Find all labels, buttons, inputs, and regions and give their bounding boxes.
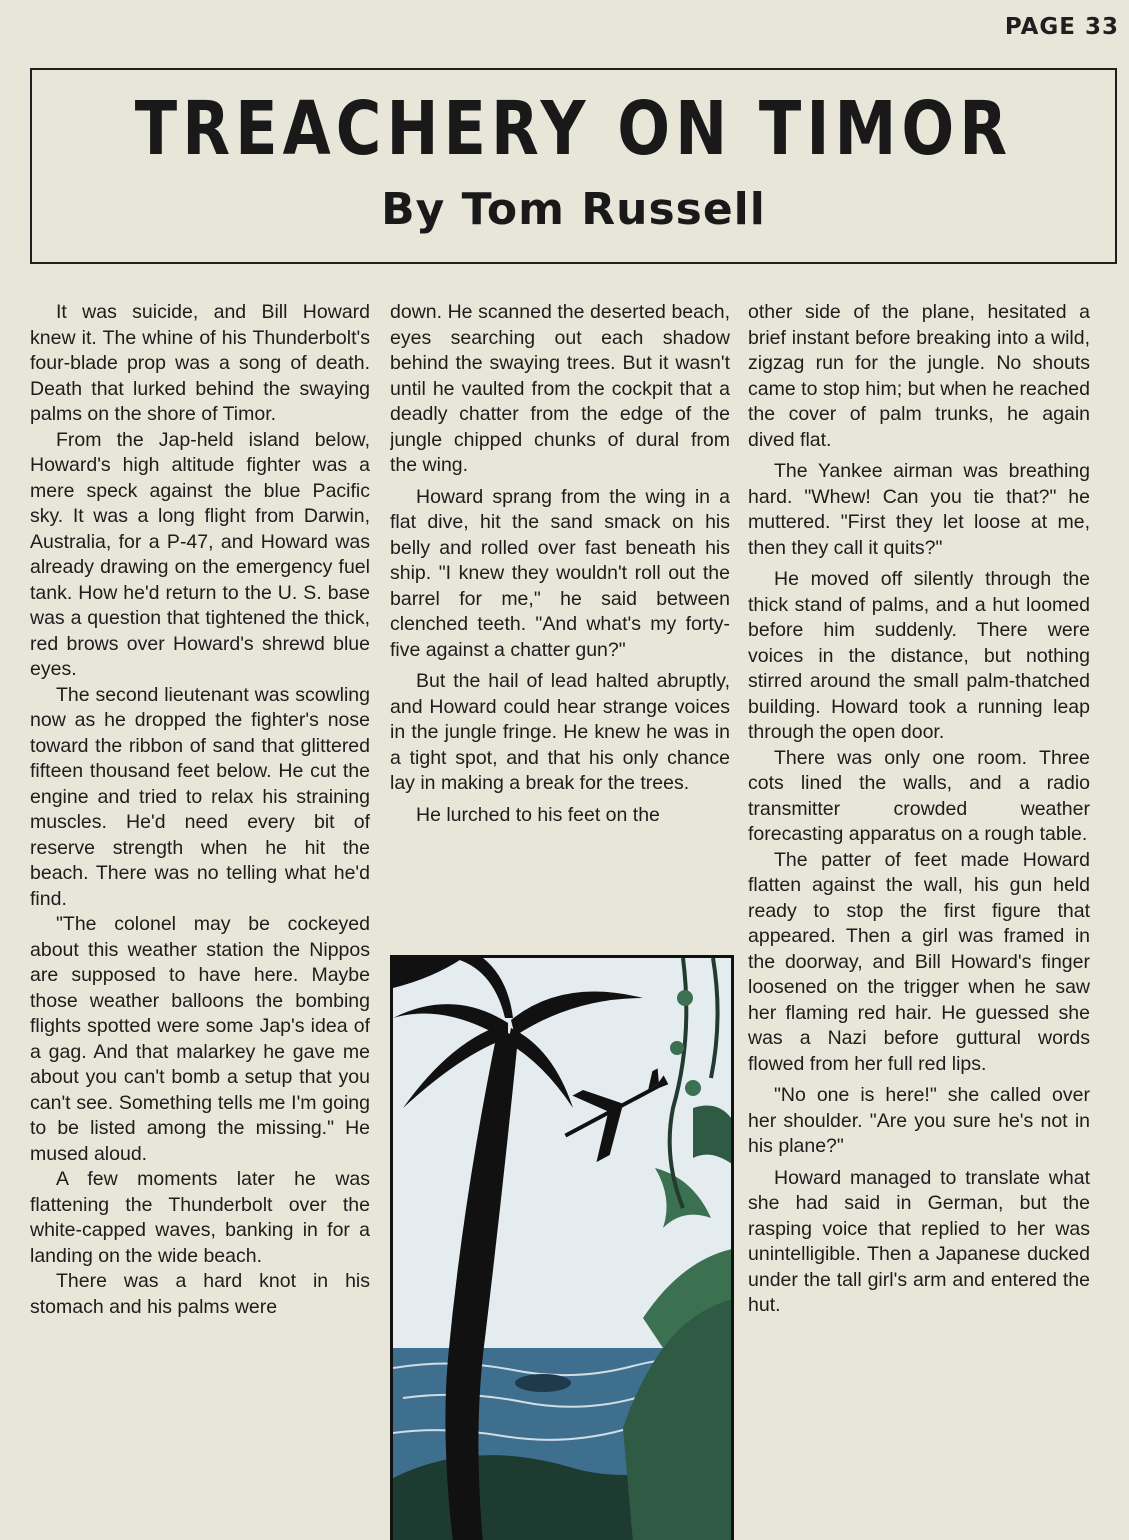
- byline: By Tom Russell: [381, 184, 766, 235]
- paragraph: down. He scanned the deserted beach, eyes searching out each shadow behind the swaying trees. But it wasn't until he vaulted from the cockpit that a deadly chatter from the edge of the jungle chipped chunks of dural from the wing.: [390, 301, 730, 476]
- text-column-3: [748, 300, 1090, 1540]
- jungle-scene-image: [393, 958, 734, 1540]
- title-box: [30, 68, 1117, 264]
- paragraph: He lurched to his feet on the: [416, 803, 660, 826]
- paragraph: "The colonel may be cockeyed about this weather station the Nippos are supposed to have here. Maybe those weather balloons the bombing flights spotted were some Jap's idea of a gag. And that malarkey he gave me about you can't bomb a setup that you can't see. Something tells me I'm going to be listed among the missing." He mused aloud.: [30, 913, 370, 1165]
- paragraph: A few moments later he was flattening the Thunderbolt over the white-capped waves, banking in for a landing on the wide beach.: [30, 1168, 370, 1267]
- paragraph: The patter of feet made Howard flatten against the wall, his gun held ready to stop the first figure that appeared. Then a girl was framed in the doorway, and Bill Howard's finger loosened on the trigger when he saw her flaming red hair. He guessed she was a Nazi before guttural words flowed from her full red lips.: [748, 848, 1090, 1075]
- paragraph: He moved off silently through the thick stand of palms, and a hut loomed before him suddenly. There were voices in the distance, but nothing stirred around the small palm-thatched building. Howard took a running leap through the open door.: [748, 568, 1090, 743]
- paragraph: "No one is here!" she called over her shoulder. "Are you sure he's not in his plane?": [748, 1084, 1090, 1157]
- jungle-illustration: [390, 955, 734, 1540]
- paragraph: From the Jap-held island below, Howard's high altitude fighter was a mere speck against the blue Pacific sky. It was a long flight from Darwin, Australia, for a P-47, and Howard was already drawing on the emergency fuel tank. How he'd return to the U. S. base was a question that tightened the thick, red brows over Howard's shrewd blue eyes.: [30, 428, 370, 680]
- text-column-2: [390, 300, 730, 950]
- story-title: TREACHERY ON TIMOR: [134, 86, 1013, 172]
- page-number: PAGE 33: [1004, 14, 1119, 40]
- paragraph: There was a hard knot in his stomach and his palms were: [30, 1270, 370, 1318]
- paragraph: It was suicide, and Bill Howard knew it. The whine of his Thunderbolt's four-blade prop was a song of death. Death that lurked behind the swaying palms on the shore of Timor.: [30, 301, 370, 425]
- paragraph: Howard sprang from the wing in a flat dive, hit the sand smack on his belly and rolled over fast beneath his ship. "I knew they wouldn't roll out the barrel for me," he said between clenched teeth. "And what's my forty-five against a chatter gun?": [390, 485, 730, 661]
- paragraph: But the hail of lead halted abruptly, and Howard could hear strange voices in the jungle fringe. He knew he was in a tight spot, and that his only chance lay in making a break for the trees.: [390, 670, 730, 794]
- paragraph: other side of the plane, hesitated a brief instant before breaking into a wild, zigzag run for the jungle. No shouts came to stop him; but when he reached the cover of palm trunks, he again dived flat.: [748, 301, 1090, 451]
- paragraph: The second lieutenant was scowling now as he dropped the fighter's nose toward the ribbon of sand that glittered fifteen thousand feet below. He cut the engine and tried to relax his straining muscles. He'd need every bit of reserve strength when he hit the beach. There was no telling what he'd find.: [30, 683, 370, 910]
- paragraph: Howard managed to translate what she had said in German, but the rasping voice that replied to her was unintelligible. Then a Japanese ducked under the tall girl's arm and entered the hut.: [748, 1166, 1090, 1316]
- text-column-1: [30, 300, 370, 1540]
- paragraph: There was only one room. Three cots lined the walls, and a radio transmitter crowded weather forecasting apparatus on a rough table.: [748, 746, 1090, 845]
- paragraph: The Yankee airman was breathing hard. "Whew! Can you tie that?" he muttered. "First they let loose at me, then they call it quits?": [748, 460, 1090, 559]
